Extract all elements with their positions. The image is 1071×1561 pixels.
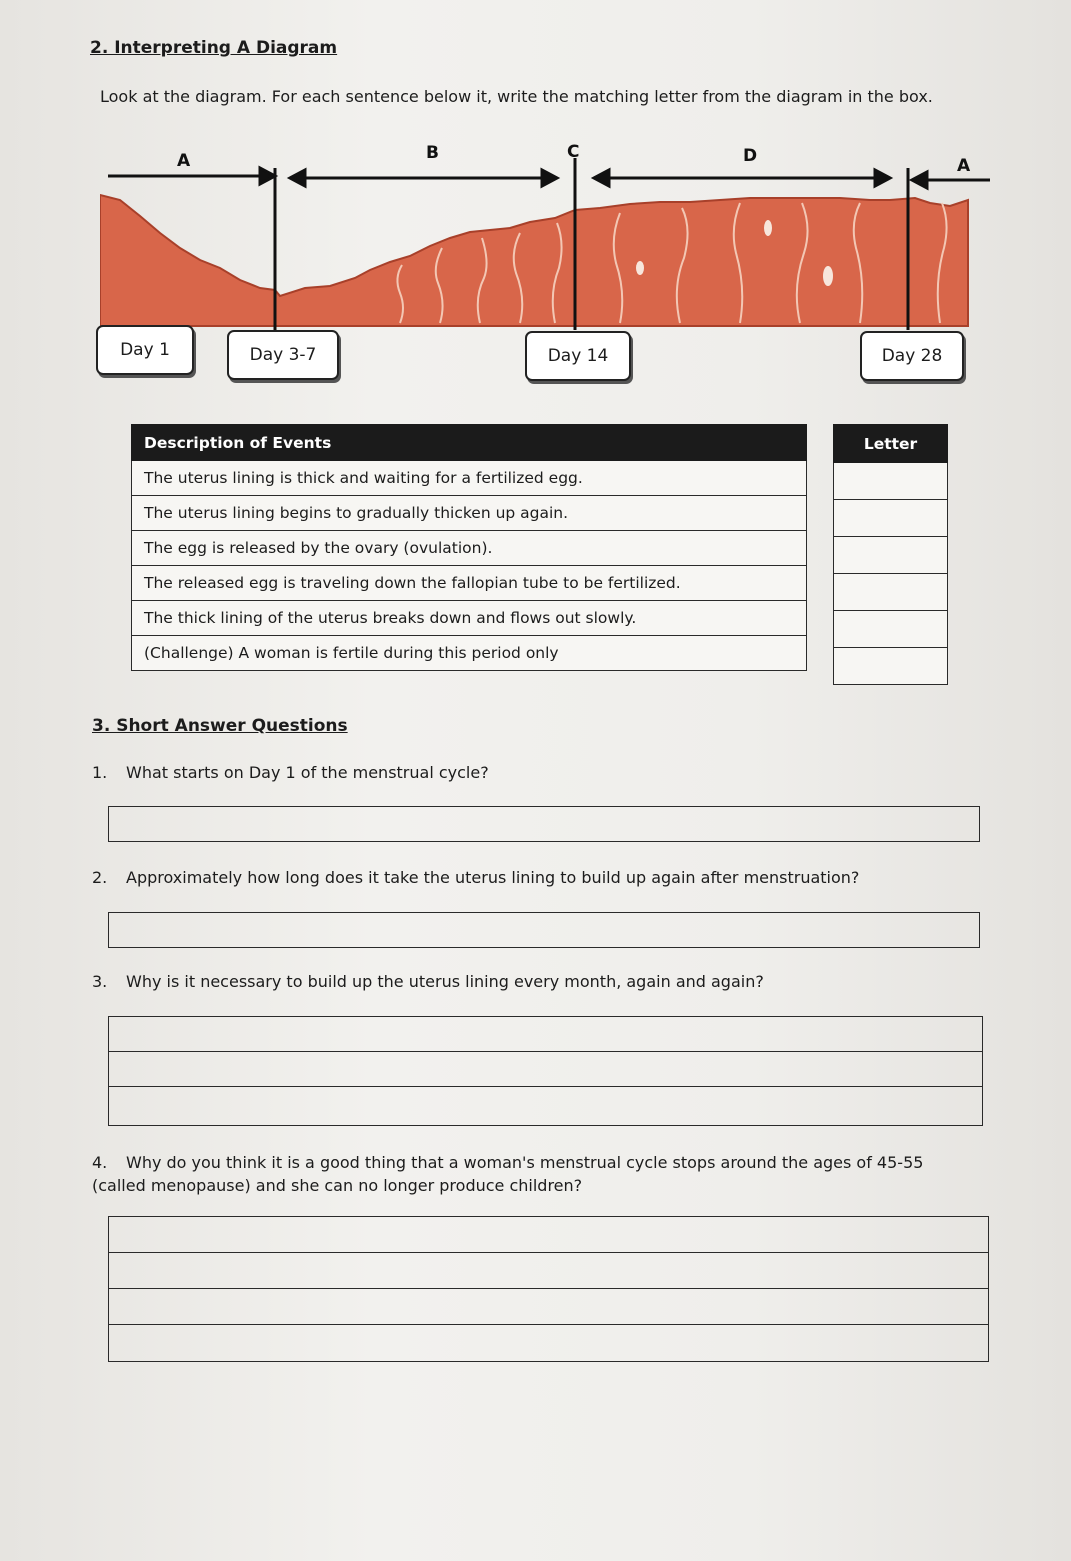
question-text: What starts on Day 1 of the menstrual cycle? [126,763,489,782]
question-4 [92,1151,972,1197]
event-row: The thick lining of the uterus breaks down and flows out slowly. [132,601,807,636]
events-table-header: Description of Events [132,425,807,461]
letter-table [833,424,948,685]
phase-label-a-right: A [957,156,971,176]
letter-table-header: Letter [834,425,948,463]
answer-line [108,1288,989,1289]
answer-box-3[interactable] [108,1016,983,1126]
answer-line [108,1051,983,1052]
question-number: 1. [92,763,108,782]
letter-answer-cell[interactable] [834,648,948,685]
question-text: Why do you think it is a good thing that a woman's menstrual cycle stops around the ages of 45-55 (called menopause) and she can no longer produce children? [92,1153,924,1195]
arrowhead-a-left [260,168,275,184]
phase-label-c: C [567,142,580,162]
section-3-heading: 3. Short Answer Questions [92,716,348,736]
letter-answer-cell[interactable] [834,611,948,648]
question-text: Approximately how long does it take the uterus lining to build up again after menstruation? [126,868,860,887]
question-number: 2. [92,868,108,887]
event-row: The uterus lining is thick and waiting for a fertilized egg. [132,461,807,496]
question-text: Why is it necessary to build up the uterus lining every month, again and again? [126,972,764,991]
answer-box-4[interactable] [108,1216,989,1362]
question-number: 4. [92,1153,108,1172]
menstrual-cycle-diagram [100,138,1000,338]
answer-line [108,1324,989,1325]
event-row: (Challenge) A woman is fertile during this period only [132,636,807,671]
letter-answer-cell[interactable] [834,463,948,500]
event-row: The uterus lining begins to gradually thicken up again. [132,496,807,531]
answer-box-2[interactable] [108,912,980,948]
letter-answer-cell[interactable] [834,574,948,611]
letter-answer-cell[interactable] [834,537,948,574]
day-3-7-box: Day 3-7 [227,330,339,380]
phase-label-d: D [743,146,758,166]
day-28-box: Day 28 [860,331,964,381]
phase-label-b: B [426,143,439,163]
answer-line [108,1252,989,1253]
events-table [131,424,807,671]
diagram-instructions: Look at the diagram. For each sentence below it, write the matching letter from the diagram in the box. [100,87,933,106]
question-3 [92,972,764,991]
answer-line [108,1086,983,1087]
question-1 [92,763,489,782]
day-1-box: Day 1 [96,325,194,375]
event-row: The released egg is traveling down the fallopian tube to be fertilized. [132,566,807,601]
letter-answer-cell[interactable] [834,500,948,537]
section-2-heading: 2. Interpreting A Diagram [90,38,338,58]
question-2 [92,868,859,887]
answer-box-1[interactable] [108,806,980,842]
uterus-lining [100,195,968,326]
event-row: The egg is released by the ovary (ovulation). [132,531,807,566]
question-number: 3. [92,972,108,991]
day-14-box: Day 14 [525,331,631,381]
phase-label-a-left: A [177,151,191,171]
